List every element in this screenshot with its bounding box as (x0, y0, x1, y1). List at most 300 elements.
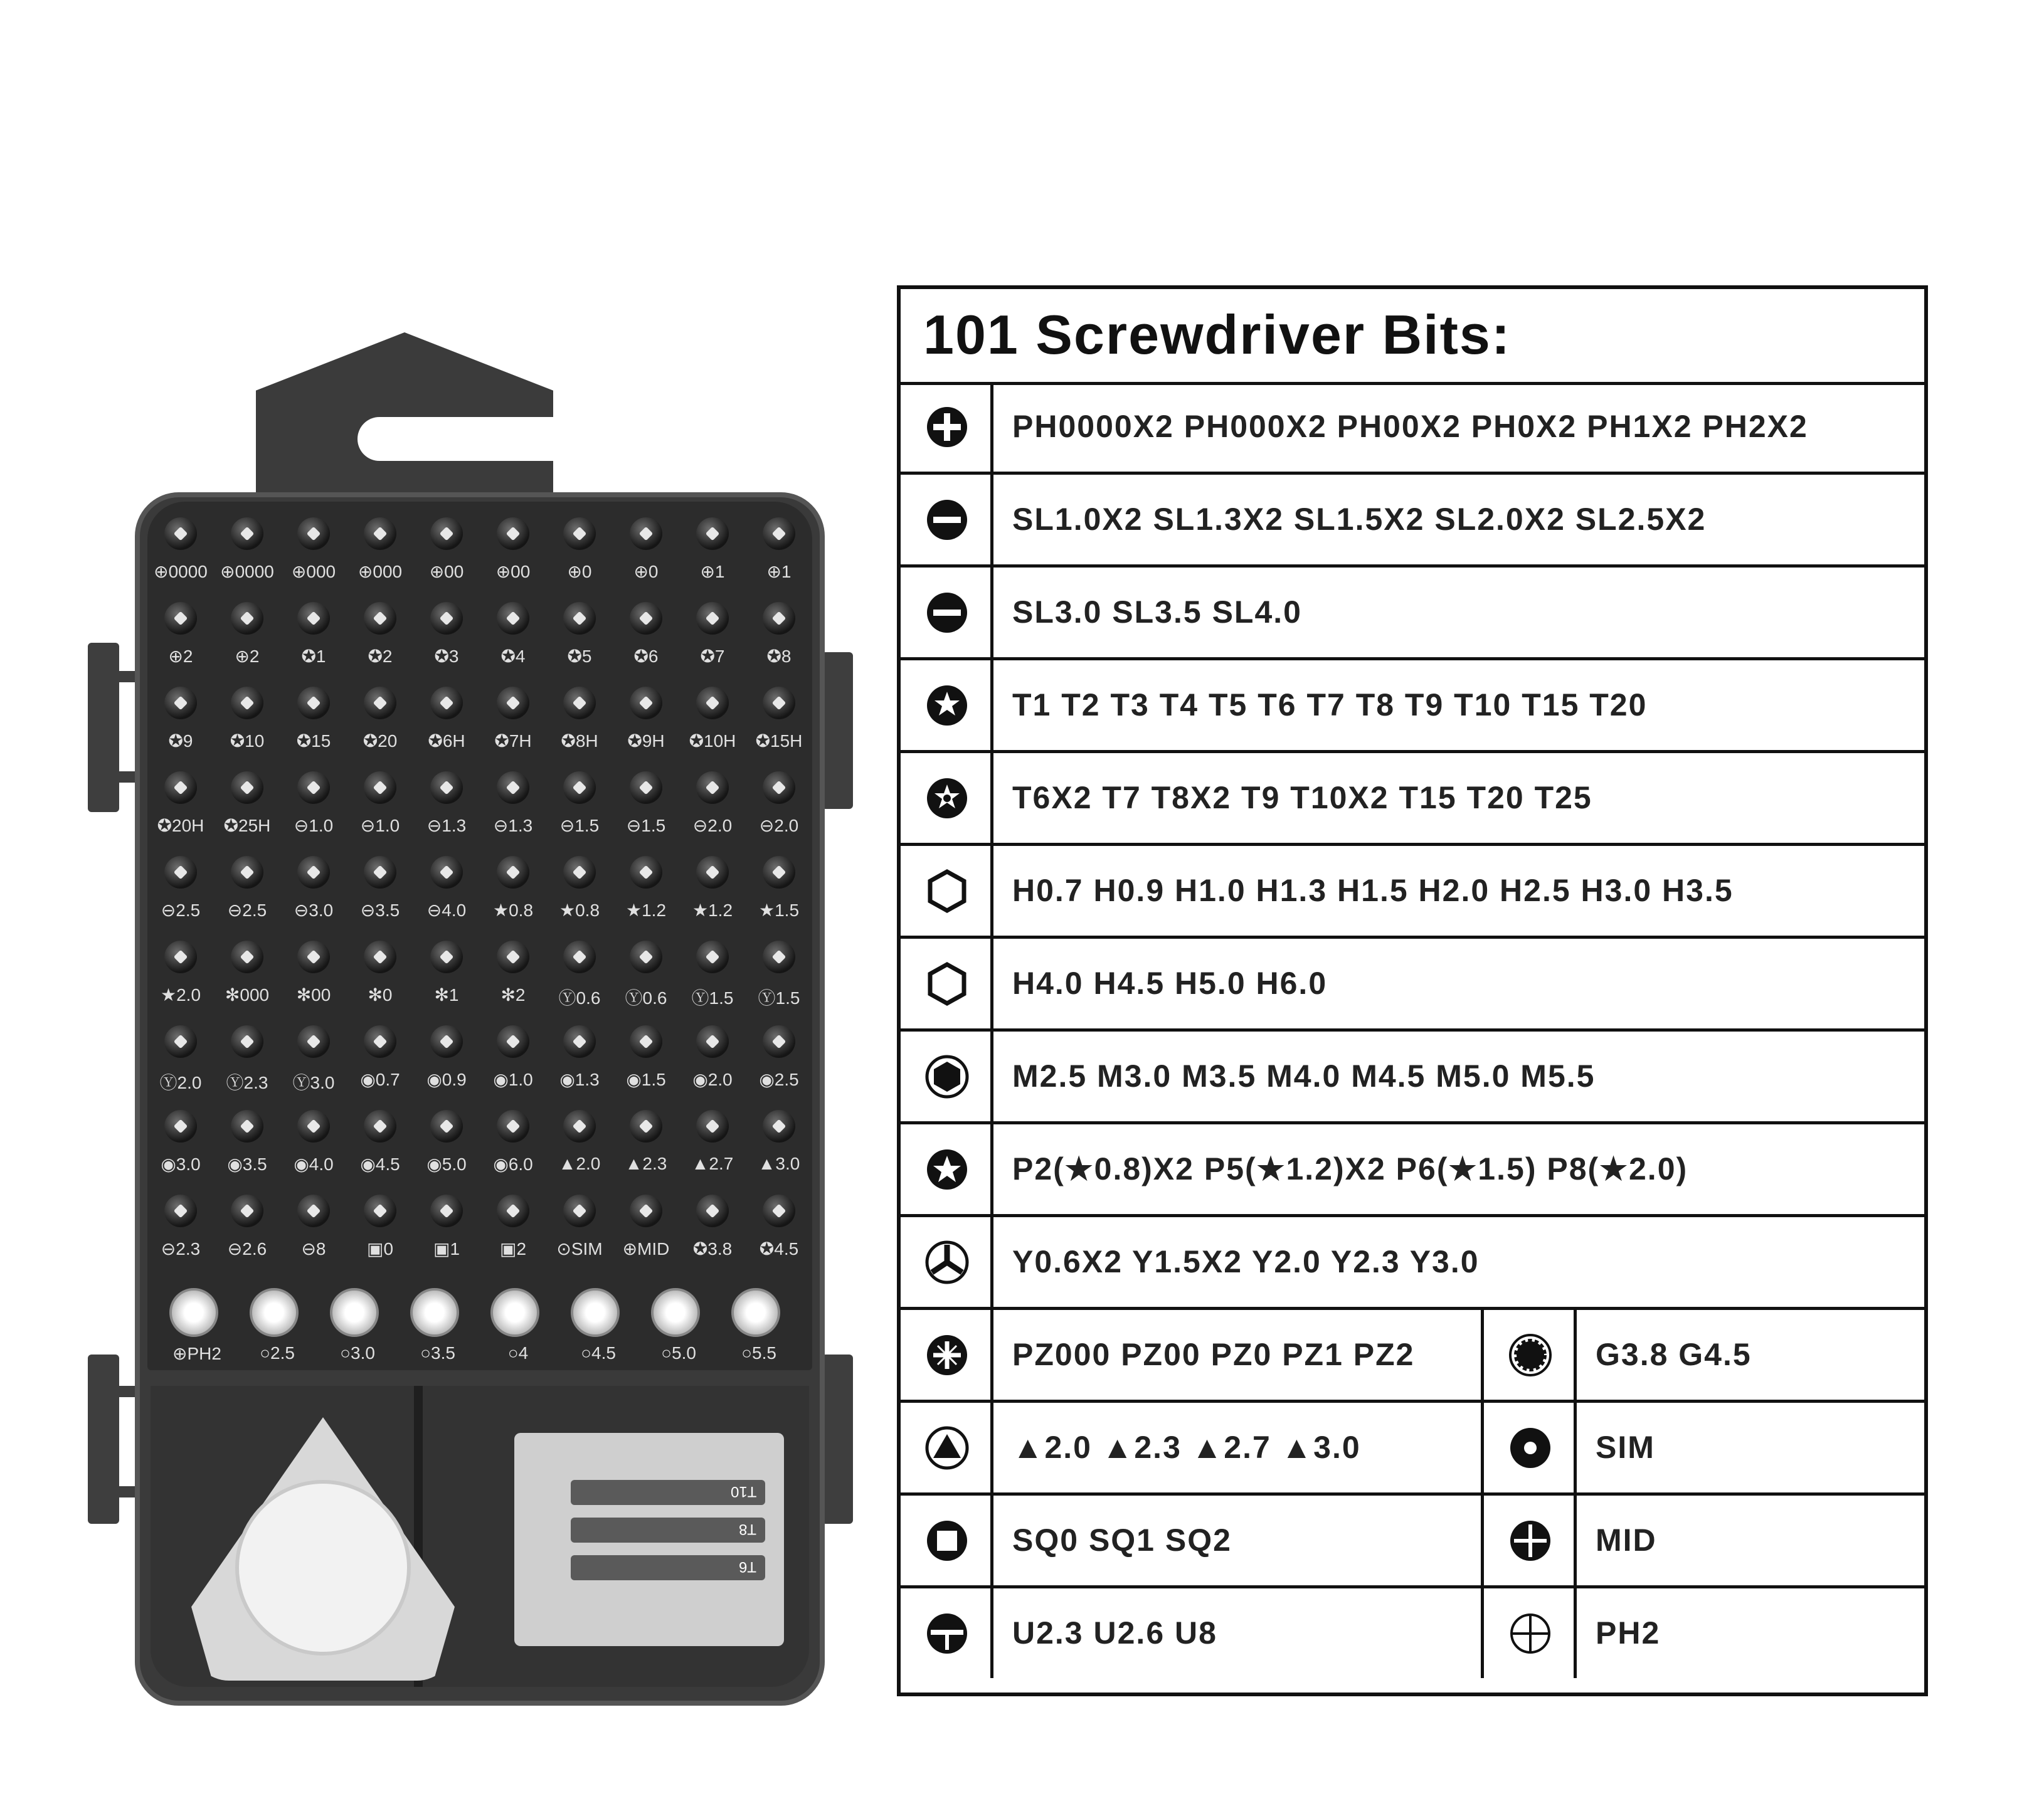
screwdriver-bit (546, 934, 613, 1018)
sim-icon (1508, 1425, 1553, 1471)
screwdriver-bit (413, 850, 480, 933)
bit-label: ◉1.3 (559, 1070, 600, 1089)
bit-label: ◉3.5 (227, 1154, 267, 1174)
spec-text: SIM (1596, 1430, 1655, 1465)
icon-cell (901, 1403, 993, 1492)
spec-text: G3.8 G4.5 (1596, 1337, 1752, 1372)
screwdriver-bit (147, 680, 214, 764)
bit-head (364, 1110, 396, 1143)
bit-label: Ⓨ3.0 (292, 1073, 335, 1092)
bit-label: Ⓨ1.5 (691, 988, 734, 1008)
bit-label: ▣1 (433, 1239, 460, 1259)
bit-head (763, 602, 795, 635)
screwdriver-bit (679, 680, 746, 764)
socket-head (410, 1288, 459, 1337)
bit-head (164, 771, 197, 804)
screwdriver-bit (679, 1019, 746, 1102)
spec-row (901, 568, 1924, 660)
spec-row-split (901, 1403, 1924, 1496)
bit-head (164, 517, 197, 550)
bit-label: ⊕00 (495, 562, 531, 581)
screwdriver-bit (746, 850, 812, 933)
bit-label: ⊖3.0 (294, 900, 334, 920)
u-shape-icon (924, 1611, 970, 1656)
spec-text: PH0000X2 PH000X2 PH00X2 PH0X2 PH1X2 PH2X2 (1012, 409, 1808, 444)
screwdriver-bit (746, 934, 812, 1018)
bit-head (297, 687, 330, 719)
mid-icon (1508, 1518, 1553, 1563)
screwdriver-bit (480, 934, 546, 1018)
screwdriver-bit (280, 1188, 347, 1272)
bit-label: ✪7 (700, 647, 725, 666)
bit-label: ⊖2.3 (161, 1239, 201, 1259)
bit-head (497, 602, 529, 635)
screwdriver-bit (214, 511, 280, 594)
icon-cell (1484, 1588, 1577, 1678)
screwdriver-bit (347, 1104, 413, 1187)
icon-cell (901, 382, 993, 472)
screwdriver-bit (613, 1104, 679, 1187)
bit-head (231, 1025, 263, 1058)
bit-head (231, 1110, 263, 1143)
bit-head (364, 1195, 396, 1227)
screwdriver-bit (480, 1104, 546, 1187)
bit-head (763, 687, 795, 719)
bit-head (630, 941, 662, 973)
spec-text: P2(★0.8)X2 P5(★1.2)X2 P6(★1.5) P8(★2.0) (1012, 1151, 1688, 1186)
bit-label: ✻1 (434, 985, 459, 1005)
bit-label: ◉4.5 (360, 1154, 400, 1174)
bit-head (563, 941, 596, 973)
bit-label: ✻00 (296, 985, 331, 1005)
bit-head (231, 771, 263, 804)
bit-label: Ⓨ1.5 (758, 988, 800, 1008)
icon-cell (901, 1310, 993, 1400)
bit-head (563, 1110, 596, 1143)
bit-head (696, 856, 729, 889)
socket-head (330, 1288, 379, 1337)
screwdriver-bit (746, 1019, 812, 1102)
pentalobe-icon (924, 1147, 970, 1192)
spec-text: ▲2.0 ▲2.3 ▲2.7 ▲3.0 (1012, 1430, 1361, 1465)
socket-head (490, 1288, 539, 1337)
screwdriver-bit (347, 934, 413, 1018)
bit-label: ✪9 (168, 731, 193, 751)
hinge-bar (88, 1486, 138, 1497)
socket-head (250, 1288, 299, 1337)
icon-cell (1484, 1310, 1577, 1400)
bit-head (497, 1195, 529, 1227)
bit-head (630, 1195, 662, 1227)
bit-head (164, 687, 197, 719)
screwdriver-bit (613, 596, 679, 679)
socket-bit (478, 1286, 558, 1370)
extension-bit (571, 1518, 765, 1543)
screwdriver-bit (613, 934, 679, 1018)
spec-row-split (901, 1496, 1924, 1588)
screwdriver-bit (679, 1104, 746, 1187)
bit-head (297, 517, 330, 550)
bit-head (297, 856, 330, 889)
bit-label: ⊕0000 (220, 562, 274, 581)
bit-head (497, 941, 529, 973)
bit-head (563, 687, 596, 719)
icon-cell (901, 1032, 993, 1121)
bit-label: ✪3.8 (692, 1239, 733, 1259)
spec-text: U2.3 U2.6 U8 (1012, 1615, 1217, 1650)
screwdriver-bit (546, 511, 613, 594)
bit-label: ◉6.0 (493, 1154, 533, 1174)
screwdriver-bit (613, 680, 679, 764)
screwdriver-bit (280, 511, 347, 594)
bit-head (364, 941, 396, 973)
bit-label: ▲2.7 (691, 1154, 734, 1173)
icon-cell (901, 660, 993, 750)
triangle-icon (924, 1425, 970, 1471)
bit-head (563, 771, 596, 804)
screwdriver-bit (347, 511, 413, 594)
bit-head (430, 1110, 463, 1143)
spec-text: MID (1596, 1523, 1657, 1558)
bit-head (297, 602, 330, 635)
socket-label: ○3.5 (420, 1343, 455, 1363)
screwdriver-bit (214, 596, 280, 679)
screwdriver-bit (147, 1104, 214, 1187)
bit-label: ⊖1.3 (493, 816, 533, 835)
bit-label: ◉3.0 (161, 1154, 201, 1174)
screwdriver-bit (147, 511, 214, 594)
spec-text: SL3.0 SL3.5 SL4.0 (1012, 594, 1302, 630)
screwdriver-bit (546, 1188, 613, 1272)
bit-head (497, 517, 529, 550)
screwdriver-bit (280, 1019, 347, 1102)
bit-head (231, 517, 263, 550)
screwdriver-bit (214, 765, 280, 848)
screwdriver-bit (480, 850, 546, 933)
bit-row (147, 1188, 812, 1272)
spec-row (901, 846, 1924, 939)
bit-head (630, 687, 662, 719)
bit-head (563, 602, 596, 635)
square-icon (924, 1518, 970, 1563)
icon-cell (901, 475, 993, 564)
bit-label: ▣2 (499, 1239, 527, 1259)
bit-label: ✪20 (363, 731, 398, 751)
bit-label: ⊕1 (700, 562, 725, 581)
bit-head (763, 1025, 795, 1058)
screwdriver-bit (280, 680, 347, 764)
screwdriver-bit (214, 1019, 280, 1102)
bit-head (630, 602, 662, 635)
title-row (901, 289, 1924, 385)
bit-head (696, 1195, 729, 1227)
bit-head (563, 1195, 596, 1227)
spec-row (901, 1124, 1924, 1217)
screwdriver-bit (214, 850, 280, 933)
screwdriver-bit (746, 680, 812, 764)
phillips-icon (924, 404, 970, 450)
socket-label: ○3.0 (340, 1343, 375, 1363)
bit-head (364, 687, 396, 719)
bit-head (364, 602, 396, 635)
bit-label: ⊕2 (235, 647, 260, 666)
spec-row (901, 1032, 1924, 1124)
screwdriver-bit (679, 596, 746, 679)
screwdriver-bit (546, 1019, 613, 1102)
spec-text: T6X2 T7 T8X2 T9 T10X2 T15 T20 T25 (1012, 780, 1592, 815)
bit-label: ✪15H (755, 731, 803, 751)
spec-text: PZ000 PZ00 PZ0 PZ1 PZ2 (1012, 1337, 1415, 1372)
screwdriver-bit (280, 596, 347, 679)
screwdriver-bit (347, 850, 413, 933)
screwdriver-bit (147, 765, 214, 848)
bit-label: ◉1.5 (626, 1070, 666, 1089)
screwdriver-bit (413, 765, 480, 848)
spec-row-split (901, 1310, 1924, 1403)
screwdriver-bit (413, 1019, 480, 1102)
spec-text: H0.7 H0.9 H1.0 H1.3 H1.5 H2.0 H2.5 H3.0 H3.5 (1012, 873, 1734, 908)
hang-hole (357, 417, 577, 461)
icon-cell (901, 568, 993, 657)
socket-head (169, 1288, 218, 1337)
screwdriver-bit (413, 1188, 480, 1272)
bit-label: Ⓨ0.6 (625, 988, 667, 1008)
bit-head (364, 517, 396, 550)
screwdriver-bit (480, 1188, 546, 1272)
bit-row (147, 1104, 812, 1187)
screwdriver-bit (413, 1104, 480, 1187)
screwdriver-bit (546, 1104, 613, 1187)
screwdriver-bit (413, 934, 480, 1018)
bit-row (147, 511, 812, 594)
hex-icon (924, 961, 970, 1006)
bit-head (430, 1195, 463, 1227)
pozidriv-icon (924, 1333, 970, 1378)
spec-row (901, 939, 1924, 1032)
bit-label: ✻2 (500, 985, 526, 1005)
socket-head (731, 1288, 780, 1337)
socket-bit (638, 1286, 719, 1370)
screwdriver-bit (546, 765, 613, 848)
bit-label: ✪4 (500, 647, 526, 666)
hinge-bar (88, 1386, 138, 1397)
spec-row (901, 753, 1924, 846)
bit-label: ✪4.5 (759, 1239, 799, 1259)
hinge-bar (88, 771, 138, 783)
spec-text: M2.5 M3.0 M3.5 M4.0 M4.5 M5.0 M5.5 (1012, 1059, 1596, 1094)
spec-text: Y0.6X2 Y1.5X2 Y2.0 Y2.3 Y3.0 (1012, 1244, 1480, 1279)
spec-row (901, 382, 1924, 475)
bit-head (430, 941, 463, 973)
bit-label: ✻000 (225, 985, 270, 1005)
screwdriver-bit (214, 934, 280, 1018)
screwdriver-bit (679, 765, 746, 848)
bit-head (696, 1110, 729, 1143)
bit-label: ⊖1.3 (426, 816, 467, 835)
screwdriver-bit (679, 934, 746, 1018)
screwdriver-bit (546, 680, 613, 764)
icon-cell (901, 846, 993, 936)
bit-head (696, 771, 729, 804)
screwdriver-bit (679, 1188, 746, 1272)
bit-head (297, 1110, 330, 1143)
bit-label: ◉5.0 (426, 1154, 467, 1174)
bit-label: ✪8H (561, 731, 598, 751)
bit-label: ✪3 (434, 647, 459, 666)
icon-cell (901, 753, 993, 843)
bit-label: ★0.8 (492, 900, 534, 920)
socket-bit (719, 1286, 799, 1370)
socket-bit (558, 1286, 638, 1370)
left-hinge-bottom (88, 1355, 119, 1524)
screwdriver-bit (746, 1188, 812, 1272)
bit-head (630, 1110, 662, 1143)
bit-head (696, 602, 729, 635)
slotted-icon (924, 497, 970, 542)
icon-cell (1484, 1496, 1577, 1585)
bit-label: ◉2.5 (759, 1070, 799, 1089)
bit-label: ⊖8 (301, 1239, 326, 1259)
socket-label: ○2.5 (260, 1343, 295, 1363)
bit-label: ▲3.0 (758, 1154, 800, 1173)
screwdriver-bit (214, 1104, 280, 1187)
extension-bit-label: T6 (738, 1558, 756, 1575)
bit-head (763, 1195, 795, 1227)
bit-head (164, 1025, 197, 1058)
socket-label: ○5.5 (741, 1343, 776, 1363)
screwdriver-bit (347, 680, 413, 764)
bit-label: ★0.8 (559, 900, 600, 920)
screwdriver-bit (480, 596, 546, 679)
bit-label: ▲2.0 (558, 1154, 601, 1173)
bit-row (147, 1019, 812, 1102)
bit-head (696, 1025, 729, 1058)
bit-head (164, 1195, 197, 1227)
bit-row (147, 596, 812, 679)
icon-cell (901, 1217, 993, 1307)
screwdriver-bit (214, 680, 280, 764)
spec-row (901, 660, 1924, 753)
bit-label: ▲2.3 (625, 1154, 667, 1173)
bit-head (430, 856, 463, 889)
screwdriver-bit (613, 765, 679, 848)
bit-label: ◉4.0 (294, 1154, 334, 1174)
spec-row (901, 1217, 1924, 1310)
extension-bit (571, 1555, 765, 1580)
socket-bit (317, 1286, 398, 1370)
screwdriver-bit (546, 850, 613, 933)
bit-head (231, 856, 263, 889)
bit-head (696, 941, 729, 973)
bit-label: ⊕2 (168, 647, 193, 666)
screwdriver-bit (746, 511, 812, 594)
product-case (82, 332, 866, 1706)
screwdriver-bit (214, 1188, 280, 1272)
screwdriver-bit (413, 680, 480, 764)
bit-label: ✪10 (230, 731, 265, 751)
hex-socket-icon (924, 1054, 970, 1099)
bit-tray (147, 502, 812, 1370)
bit-label: ◉2.0 (692, 1070, 733, 1089)
screwdriver-bit (480, 511, 546, 594)
bit-label: ⊕00 (429, 562, 464, 581)
bit-label: ⊕1 (766, 562, 792, 581)
bit-head (630, 856, 662, 889)
bit-row (147, 680, 812, 764)
phillips-outline-icon (1508, 1611, 1553, 1656)
bit-head (364, 856, 396, 889)
bit-head (763, 771, 795, 804)
bit-label: Ⓨ2.3 (226, 1073, 268, 1092)
bit-label: ✪9H (627, 731, 665, 751)
left-hinge-top (88, 643, 119, 812)
screwdriver-bit (679, 511, 746, 594)
screwdriver-bit (413, 596, 480, 679)
bit-label: ⊖2.5 (227, 900, 267, 920)
bit-head (364, 1025, 396, 1058)
bit-head (497, 771, 529, 804)
right-hinge-top (822, 652, 853, 809)
spec-text: PH2 (1596, 1615, 1661, 1650)
bit-label: ✪15 (296, 731, 331, 751)
bit-label: ✪7H (494, 731, 532, 751)
bit-label: ▣0 (366, 1239, 394, 1259)
spec-row-split (901, 1588, 1924, 1681)
socket-bit (398, 1286, 478, 1370)
screwdriver-bit (347, 596, 413, 679)
bit-row (147, 850, 812, 933)
bit-head (164, 602, 197, 635)
bit-label: ✪2 (368, 647, 393, 666)
bit-label: ⊖1.0 (294, 816, 334, 835)
bit-label: Ⓨ2.0 (159, 1073, 202, 1092)
extension-bit-label: T8 (738, 1521, 756, 1538)
bit-label: ✪6 (633, 647, 659, 666)
socket-label: ○4.5 (581, 1343, 616, 1363)
icon-cell (901, 1124, 993, 1214)
bit-head (231, 941, 263, 973)
bit-head (430, 771, 463, 804)
bit-head (630, 1025, 662, 1058)
bit-label: ★1.2 (692, 900, 733, 920)
tri-wing-icon (924, 1240, 970, 1285)
bit-label: ◉0.7 (360, 1070, 400, 1089)
socket-row (147, 1286, 812, 1370)
bit-head (297, 1195, 330, 1227)
bit-label: ⊖4.0 (426, 900, 467, 920)
bit-label: ⊖3.5 (360, 900, 400, 920)
bit-head (497, 687, 529, 719)
screwdriver-bit (746, 1104, 812, 1187)
socket-label: ○4 (507, 1343, 529, 1363)
bit-head (164, 941, 197, 973)
bit-head (430, 517, 463, 550)
bit-head (430, 1025, 463, 1058)
spec-text: SQ0 SQ1 SQ2 (1012, 1523, 1232, 1558)
screwdriver-bit (280, 1104, 347, 1187)
bit-label: ⊖2.0 (692, 816, 733, 835)
screwdriver-bit (480, 765, 546, 848)
spec-text: H4.0 H4.5 H5.0 H6.0 (1012, 966, 1328, 1001)
screwdriver-bit (613, 1188, 679, 1272)
socket-bit (157, 1286, 237, 1370)
bit-head (630, 517, 662, 550)
bit-label: ⊕MID (622, 1239, 670, 1259)
bit-label: ◉1.0 (493, 1070, 533, 1089)
bit-head (164, 1110, 197, 1143)
bit-head (497, 1025, 529, 1058)
bit-label: ⊕0 (567, 562, 592, 581)
